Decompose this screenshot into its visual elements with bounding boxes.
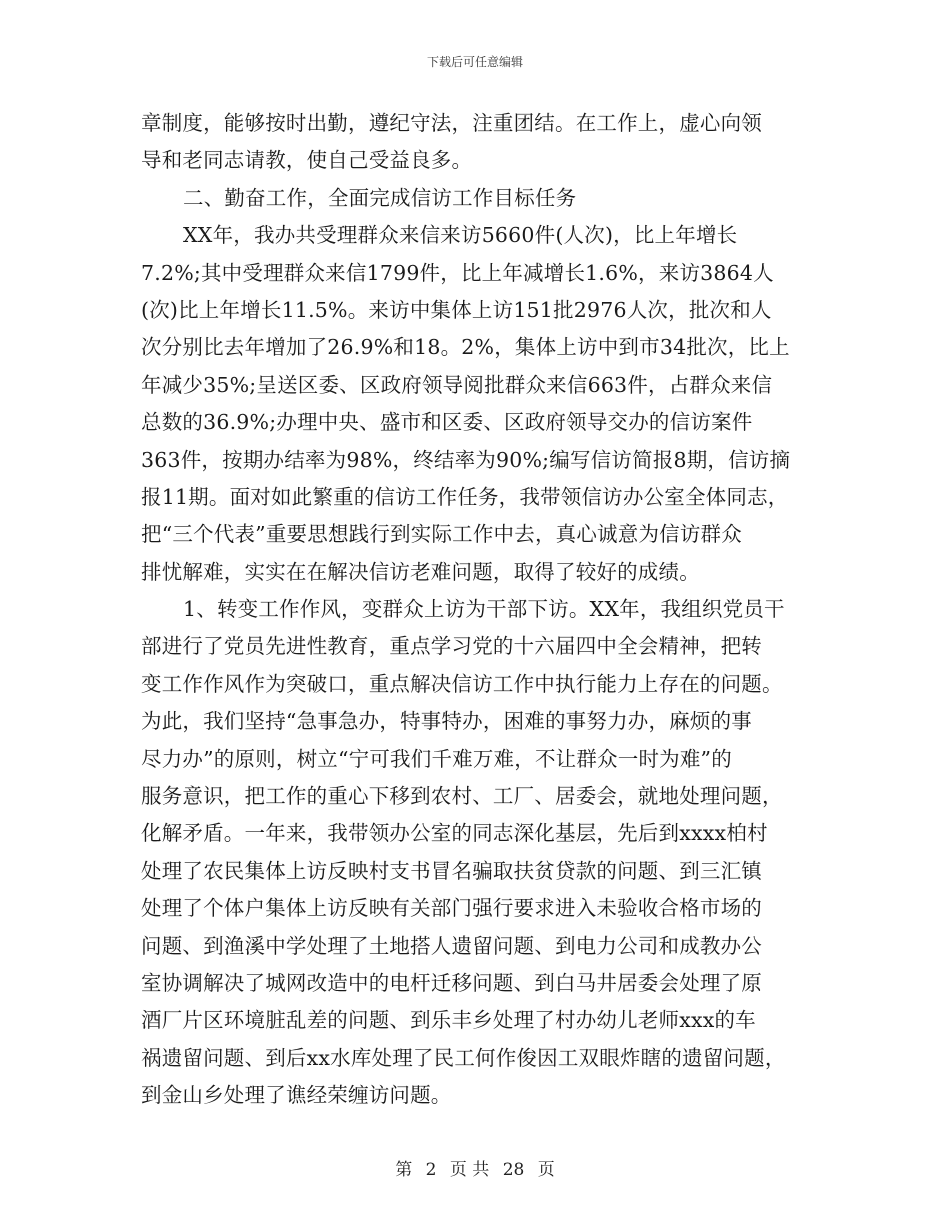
footer-middle: 页 共 [449,1160,490,1180]
body-line: 部进行了党员先进性教育，重点学习党的十六届四中全会精神，把转 [141,634,762,659]
body-line: 1、转变工作作风，变群众上访为干部下访。XX年，我组织党员干 [183,597,785,622]
body-line: 室协调解决了城网改造中的电杆迁移问题、到白马井居委会处理了原 [141,970,762,995]
body-line: 年减少35%;呈送区委、区政府领导阅批群众来信663件，占群众来信 [141,372,773,397]
body-line: 到金山乡处理了谯经荣缠访问题。 [141,1083,452,1108]
page-header: 下载后可任意编辑 [426,55,523,69]
body-line: 二、勤奋工作，全面完成信访工作目标任务 [183,185,577,210]
body-line: 尽力办”的原则，树立“宁可我们千难万难，不让群众一时为难”的 [141,746,732,771]
document-body [141,105,806,1115]
footer-suffix: 页 [537,1160,555,1180]
body-line: 报11期。面对如此繁重的信访工作任务，我带领信访办公室全体同志， [141,484,789,509]
body-line: 处理了个体户集体上访反映有关部门强行要求进入未验收合格市场的 [141,896,762,921]
body-line: 章制度，能够按时出勤，遵纪守法，注重团结。在工作上，虚心向领 [141,111,762,135]
body-line: 服务意识，把工作的重心下移到农村、工厂、居委会，就地处理问题， [141,784,783,809]
body-line: XX年，我办共受理群众来信来访5660件(人次)，比上年增长 [183,223,738,248]
body-line: 导和老同志请教，使自己受益良多。 [141,148,473,173]
body-line: 排忧解难，实实在在解决信访老难问题，取得了较好的成绩。 [141,559,700,584]
footer-total-pages: 28 [502,1160,525,1180]
body-line: (次)比上年增长11.5%。来访中集体上访151批2976人次，批次和人 [141,297,772,322]
body-line: 化解矛盾。一年来，我带领办公室的同志深化基层，先后到xxxx柏村 [141,821,768,846]
body-line: 7.2%;其中受理群众来信1799件，比上年减增长1.6%，来访3864人 [141,260,774,285]
footer-page-number: 2 [425,1160,437,1180]
body-line: 363件，按期办结率为98%，终结率为90%;编写信访简报8期，信访摘 [141,447,791,472]
body-line: 把“三个代表”重要思想践行到实际工作中去，真心诚意为信访群众 [141,522,742,547]
body-line: 次分别比去年增加了26.9%和18。2%，集体上访中到市34批次，比上 [141,335,790,360]
body-line: 祸遗留问题、到后xx水库处理了民工何作俊因工双眼炸瞎的遗留问题， [141,1045,786,1070]
footer-prefix: 第 [395,1160,413,1180]
body-line: 变工作作风作为突破口，重点解决信访工作中执行能力上存在的问题。 [141,671,783,696]
body-line: 处理了农民集体上访反映村支书冒名骗取扶贫贷款的问题、到三汇镇 [141,858,762,883]
body-line: 酒厂片区环境脏乱差的问题、到乐丰乡处理了村办幼儿老师xxx的车 [141,1008,756,1033]
body-line: 总数的36.9%;办理中央、盛市和区委、区政府领导交办的信访案件 [141,410,753,435]
page-footer [0,1155,950,1180]
body-line: 为此，我们坚持“急事急办，特事特办，困难的事努力办，麻烦的事 [141,709,752,734]
body-line: 问题、到渔溪中学处理了土地搭人遗留问题、到电力公司和成教办公 [141,933,762,958]
